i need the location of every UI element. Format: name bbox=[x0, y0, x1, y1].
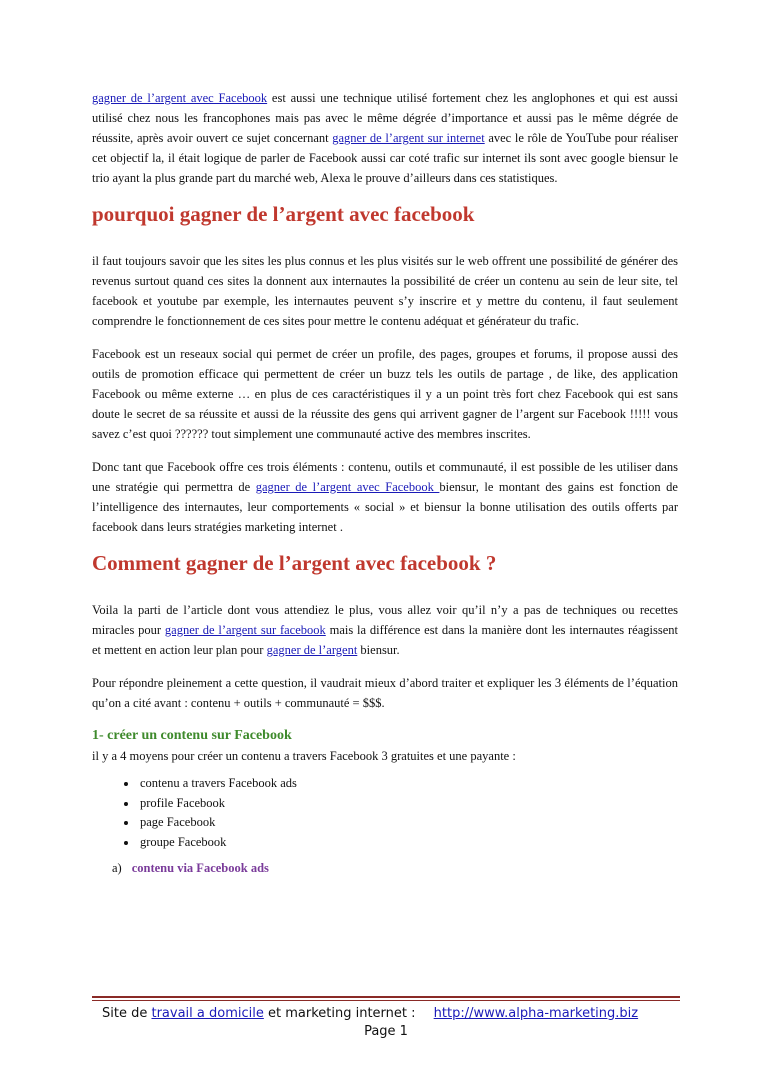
intro-paragraph: gagner de l’argent avec Facebook est aussi une technique utilisé fortement chez les anglophones et qui est aussi utilisé chez nous les francophones mais pas avec le même dégrée d’importance et aussi pas le même dégrée de réussite, après avoir ouvert ce sujet concernant gagner de l’argent sur internet avec le rôle de YouTube pour réaliser cet objectif la, il était logique de parler de Facebook aussi car coté trafic sur internet ils sont avec google biensur le trio ayant la plus grande part du marché web, Alexa le prouve d’ailleurs dans ces statistiques. bbox=[92, 91, 678, 185]
paragraph-repondre: Pour répondre pleinement a cette question, il vaudrait mieux d’abord traiter et expliquer les 3 éléments de l’équation qu’on a cité avant : contenu + outils + communauté = $$$. bbox=[92, 676, 678, 710]
list-item: • groupe Facebook bbox=[138, 833, 678, 853]
footer-rule-thick bbox=[92, 996, 680, 998]
footer-site-line: Site de travail a domicile et marketing internet : http://www.alpha-marketing.biz bbox=[102, 1006, 639, 1021]
page-footer bbox=[92, 1005, 680, 1041]
list-item: • profile Facebook bbox=[138, 794, 678, 814]
list-item: • page Facebook bbox=[138, 813, 678, 833]
link-gagner-argent[interactable]: gagner de l’argent bbox=[266, 643, 358, 657]
paragraph-facebook-reseau: Facebook est un reseaux social qui permet de créer un profile, des pages, groupes et forums, il propose aussi des outils de promotion efficace qui permettent de créer un buzz tels les outils de partage , de like, des application Facebook ou même externe … en plus de ces caractéristiques il y a un point très fort chez Facebook qui est sans doute le secret de sa réussite et aussi de la réussite des gens qui arrivent gagner de l’argent sur Facebook !!!!! vous savez c’est quoi ?????? tout simplement une communauté active des membres inscrites. bbox=[92, 347, 678, 441]
sub-item-text: contenu via Facebook ads bbox=[131, 861, 269, 875]
paragraph-trois-elements: Donc tant que Facebook offre ces trois éléments : contenu, outils et communauté, il est possible de les utiliser dans une stratégie qui permettra de gagner de l’argent avec Facebook biensur, le montant des gains est fonction de l’intelligence des internautes, leur comportements « social » et biensur la bonne utilisation des outils offerts par facebook dans leurs stratégies marketing internet . bbox=[92, 460, 678, 534]
link-gagner-argent-sur-facebook[interactable]: gagner de l’argent sur facebook bbox=[164, 623, 326, 637]
link-gagner-argent-internet[interactable]: gagner de l’argent sur internet bbox=[332, 131, 485, 145]
paragraph-voila: Voila la parti de l’article dont vous attendiez le plus, vous allez voir qu’il n’y a pas de techniques ou recettes miracles pour gagner de l’argent sur facebook mais la différence est dans la manière dont les internautes réagissent et mettent en action leur plan pour gagner de l’argent biensur. bbox=[92, 603, 678, 657]
page-number: Page 1 bbox=[364, 1024, 408, 1039]
paragraph-quatre-moyens: il y a 4 moyens pour créer un contenu a travers Facebook 3 gratuites et une payante : bbox=[92, 749, 516, 763]
sub-item-label: a) bbox=[112, 861, 122, 875]
footer-rule-thin bbox=[92, 1000, 680, 1001]
footer-link-url[interactable]: http://www.alpha-marketing.biz bbox=[433, 1006, 639, 1021]
article-body bbox=[92, 88, 678, 878]
heading-comment: Comment gagner de l’argent avec facebook ? bbox=[92, 551, 497, 575]
heading-pourquoi: pourquoi gagner de l’argent avec facebook bbox=[92, 202, 475, 226]
link-gagner-argent-facebook[interactable]: gagner de l’argent avec Facebook bbox=[92, 91, 268, 105]
sub-item-a bbox=[112, 858, 678, 878]
footer-link-travail-domicile[interactable]: travail a domicile bbox=[151, 1006, 264, 1021]
list-item: • contenu a travers Facebook ads bbox=[138, 774, 678, 794]
subheading-creer-contenu: 1- créer un contenu sur Facebook bbox=[92, 728, 292, 743]
link-gagner-argent-facebook-2[interactable]: gagner de l’argent avec Facebook bbox=[255, 480, 440, 494]
bullet-list bbox=[92, 774, 678, 852]
paragraph-sites-connus: il faut toujours savoir que les sites les plus connus et les plus visités sur le web offrent une possibilité de générer des revenus surtout quand ces sites la donnent aux internautes la possibilité de créer un contenu au sein de leur site, tel facebook et youtube par exemple, les internautes peuvent s’y inscrire et y mettre du contenu, il faut seulement comprendre le fonctionnement de ces sites pour mettre le contenu adéquat et générateur du trafic. bbox=[92, 254, 678, 328]
